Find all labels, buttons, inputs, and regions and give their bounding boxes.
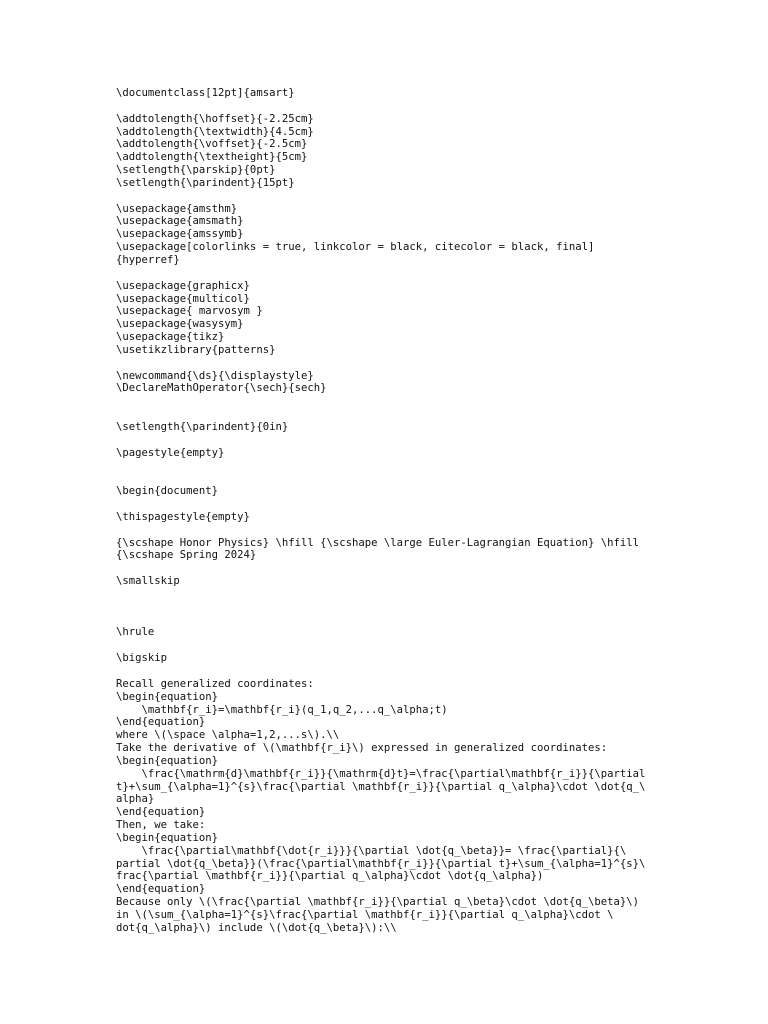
source-line: Because only \(\frac{\partial \mathbf{r_i}}{\partial q_\beta}\cdot \dot{q_\beta}\) bbox=[116, 896, 639, 909]
blank-line bbox=[116, 357, 756, 370]
source-line: \addtolength{\voffset}{-2.5cm} bbox=[116, 138, 308, 151]
source-line: \begin{equation} bbox=[116, 831, 219, 844]
source-line: \mathbf{r_i}=\mathbf{r_i}(q_1,q_2,...q_\alpha;t) bbox=[116, 703, 448, 716]
source-line: \usepackage{wasysym} bbox=[116, 318, 244, 331]
blank-line bbox=[116, 524, 756, 537]
source-line: \frac{\partial\mathbf{\dot{r_i}}}{\partial \dot{q_\beta}}= \frac{\partial}{\ bbox=[116, 844, 627, 857]
source-line: \addtolength{\textwidth}{4.5cm} bbox=[116, 125, 314, 138]
blank-line bbox=[116, 472, 756, 485]
source-line: \usepackage{ marvosym } bbox=[116, 305, 263, 318]
source-line: \begin{equation} bbox=[116, 690, 219, 703]
source-line: Then, we take: bbox=[116, 819, 206, 832]
source-line: \frac{\mathrm{d}\mathbf{r_i}}{\mathrm{d}t}=\frac{\partial\mathbf{r_i}}{\partial bbox=[116, 767, 646, 780]
source-line: frac{\partial \mathbf{r_i}}{\partial q_\alpha}\cdot \dot{q_\alpha}) bbox=[116, 870, 544, 883]
source-line: in \(\sum_{\alpha=1}^{s}\frac{\partial \mathbf{r_i}}{\partial q_\alpha}\cdot \ bbox=[116, 909, 614, 921]
source-line: \begin{document} bbox=[116, 485, 219, 498]
source-line: {\scshape Spring 2024} bbox=[116, 549, 257, 562]
blank-line bbox=[116, 562, 756, 575]
source-line: \setlength{\parskip}{0pt} bbox=[116, 164, 276, 177]
blank-line bbox=[116, 639, 756, 652]
source-line: \DeclareMathOperator{\sech}{sech} bbox=[116, 382, 327, 395]
source-line: \documentclass[12pt]{amsart} bbox=[116, 87, 295, 99]
blank-line bbox=[116, 588, 756, 601]
source-line: \usetikzlibrary{patterns} bbox=[116, 343, 276, 356]
source-line: \addtolength{\hoffset}{-2.25cm} bbox=[116, 112, 314, 125]
source-line: \bigskip bbox=[116, 652, 168, 665]
blank-line bbox=[116, 100, 756, 113]
blank-line bbox=[116, 434, 756, 447]
source-line: \thispagestyle{empty} bbox=[116, 510, 250, 523]
source-line: Recall generalized coordinates: bbox=[116, 677, 314, 690]
blank-line bbox=[116, 395, 756, 408]
source-line: \end{equation} bbox=[116, 883, 206, 896]
source-line: \end{equation} bbox=[116, 716, 206, 729]
source-line: \setlength{\parindent}{15pt} bbox=[116, 176, 295, 189]
source-line: \newcommand{\ds}{\displaystyle} bbox=[116, 369, 314, 382]
source-line: where \(\space \alpha=1,2,...s\).\\ bbox=[116, 729, 340, 742]
blank-line bbox=[116, 267, 756, 280]
source-line: partial \dot{q_\beta}}(\frac{\partial\mathbf{r_i}}{\partial t}+\sum_{\alpha=1}^{s}\ bbox=[116, 857, 646, 870]
source-line: \usepackage{amssymb} bbox=[116, 228, 244, 241]
source-line: \hrule bbox=[116, 626, 155, 639]
latex-source-document bbox=[116, 87, 756, 935]
source-line: dot{q_\alpha}\) include \(\dot{q_\beta}\):\\ bbox=[116, 921, 397, 934]
source-line: \usepackage{amsmath} bbox=[116, 215, 244, 228]
blank-line bbox=[116, 408, 756, 421]
source-line: \usepackage{amsthm} bbox=[116, 202, 238, 215]
source-line: \setlength{\parindent}{0in} bbox=[116, 420, 289, 433]
source-line: \usepackage{tikz} bbox=[116, 331, 225, 344]
source-line: \end{equation} bbox=[116, 806, 206, 819]
blank-line bbox=[116, 459, 756, 472]
source-line: alpha} bbox=[116, 793, 155, 806]
blank-line bbox=[116, 601, 756, 614]
source-line: \usepackage[colorlinks = true, linkcolor = black, citecolor = black, final] bbox=[116, 241, 595, 254]
blank-line bbox=[116, 614, 756, 627]
source-line: {\scshape Honor Physics} \hfill {\scshape \large Euler-Lagrangian Equation} \hfill bbox=[116, 536, 639, 549]
source-line: \addtolength{\textheight}{5cm} bbox=[116, 151, 308, 164]
source-line: \begin{equation} bbox=[116, 754, 219, 767]
source-line: \usepackage{graphicx} bbox=[116, 279, 250, 292]
blank-line bbox=[116, 190, 756, 203]
blank-line bbox=[116, 665, 756, 678]
source-line: Take the derivative of \(\mathbf{r_i}\) expressed in generalized coordinates: bbox=[116, 742, 608, 755]
blank-line bbox=[116, 498, 756, 511]
source-line: \smallskip bbox=[116, 575, 180, 588]
source-line: \usepackage{multicol} bbox=[116, 292, 250, 305]
source-line: t}+\sum_{\alpha=1}^{s}\frac{\partial \mathbf{r_i}}{\partial q_\alpha}\cdot \dot{q_\ bbox=[116, 780, 646, 793]
source-line: {hyperref} bbox=[116, 253, 180, 266]
source-line: \pagestyle{empty} bbox=[116, 446, 225, 459]
